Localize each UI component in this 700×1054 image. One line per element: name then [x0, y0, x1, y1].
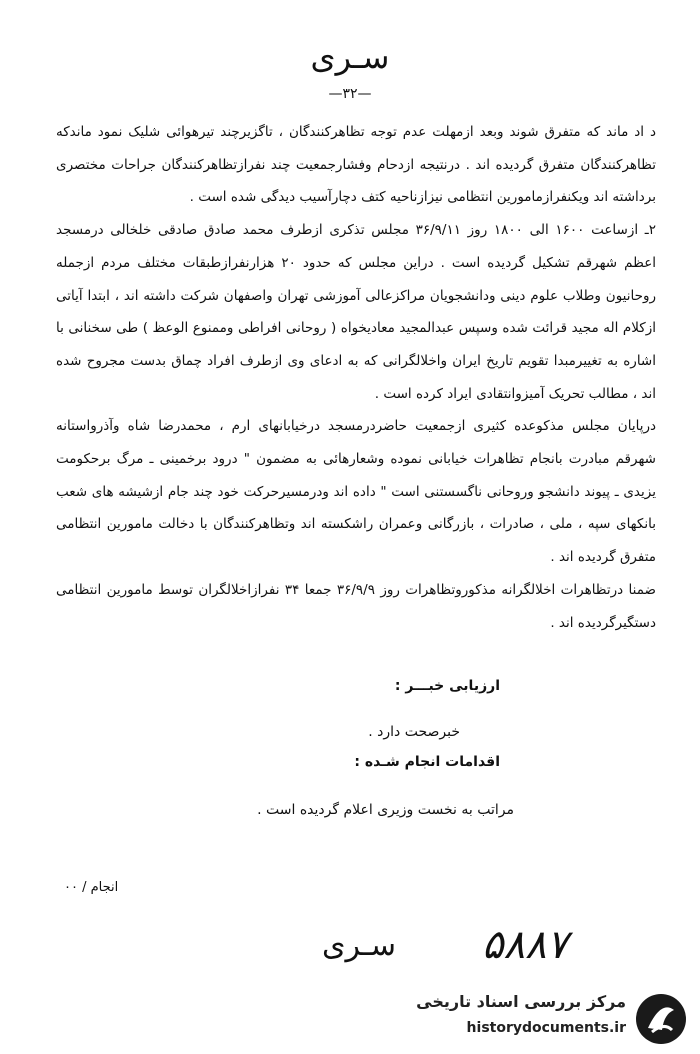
evaluation-label: ارزیابی خبـــر :: [394, 678, 500, 694]
paragraph-1: د اد ماند که متفرق شوند وبعد ازمهلت عدم توجه تظاهرکنندگان ، تاگزیرچند تیرهوائی شلیک نمود ماندکه تظاهرکنندگان متفرق گردیده اند . درنتیجه ازدحام وفشارجمعیت چند نفرازتظاهرکنندگان جراحات مختصری برداشته اند ویکنفرازمامورین انتظامی نیزازناحیه کتف دچارآسیب دیدگی شده است .: [56, 124, 656, 206]
handwritten-number: ۵۸۸۷: [482, 922, 568, 968]
archive-url: historydocuments.ir: [466, 1020, 626, 1036]
paragraph-2: ۲ـ ازساعت ۱۶۰۰ الی ۱۸۰۰ روز ۳۶/۹/۱۱ مجلس تذکری ازطرف محمد صادق صادقی خلخالی درمسجد اعظم شهرقم تشکیل گردیده است . دراین مجلس که حدود ۲۰ هزارنفرازطبقات مختلف مردم ازجمله روحانیون وطلاب علوم دینی ودانشجویان مراکزعالی آموزشی تهران واصفهان شرکت داشته اند ، ابتدا آیاتی ازکلام اله مجید قرائت شده وسپس عبدالمجید معادیخواه ( روحانی افراطی وممنوع الوعظ ) طی سخنانی با اشاره به تغییرمبدا تقویم تاریخ ایران واخلالگرانی که به ادعای وی ازطرف افراد چماق بدست مجروح شده اند ، مطالب تحریک آمیزوانتقادی ایراد کرده است .: [56, 222, 657, 402]
archive-title: مرکز بررسی اسناد تاریخی: [416, 992, 626, 1011]
paragraph-3: درپایان مجلس مذکوعده کثیری ازجمعیت حاضردرمسجد درخیابانهای ارم ، محمدرضا شاه وآذرواستانه شهرقم مبادرت بانجام تظاهرات خیابانی نموده وشعارهائی به مضمون " درود برخمینی ـ مرگ برحکومت یزیدی ـ پیوند دانشجو وروحانی ناگسستنی است " داده اند ودرمسیرحرکت خود چند جام ازشیشه های شعب بانکهای سپه ، ملی ، صادرات ، بازرگانی وعمران راشکسته اند وتظاهرکنندگان با دخالت مامورین انتظامی متفرق گردیده اند .: [56, 418, 656, 566]
archive-logo-icon: [634, 992, 688, 1046]
document-body: [56, 116, 656, 639]
evaluation-text: خبرصحت دارد .: [368, 724, 460, 740]
classification-header: سـرى: [310, 38, 390, 76]
actions-text: مراتب به نخست وزیری اعلام گردیده است .: [257, 802, 514, 818]
page-number: —۳۲—: [328, 86, 372, 102]
actions-label: اقدامات انجام شـده :: [354, 754, 500, 770]
reference-number: انجام / ۰۰: [64, 880, 119, 895]
paragraph-4: ضمنا درتظاهرات اخلالگرانه مذکوروتظاهرات روز ۳۶/۹/۹ جمعا ۳۴ نفرازاخلالگران توسط مامورین انتظامی دستگیرگردیده اند .: [56, 581, 656, 631]
archive-watermark: [408, 988, 688, 1048]
classification-footer: سـرى: [322, 928, 396, 963]
